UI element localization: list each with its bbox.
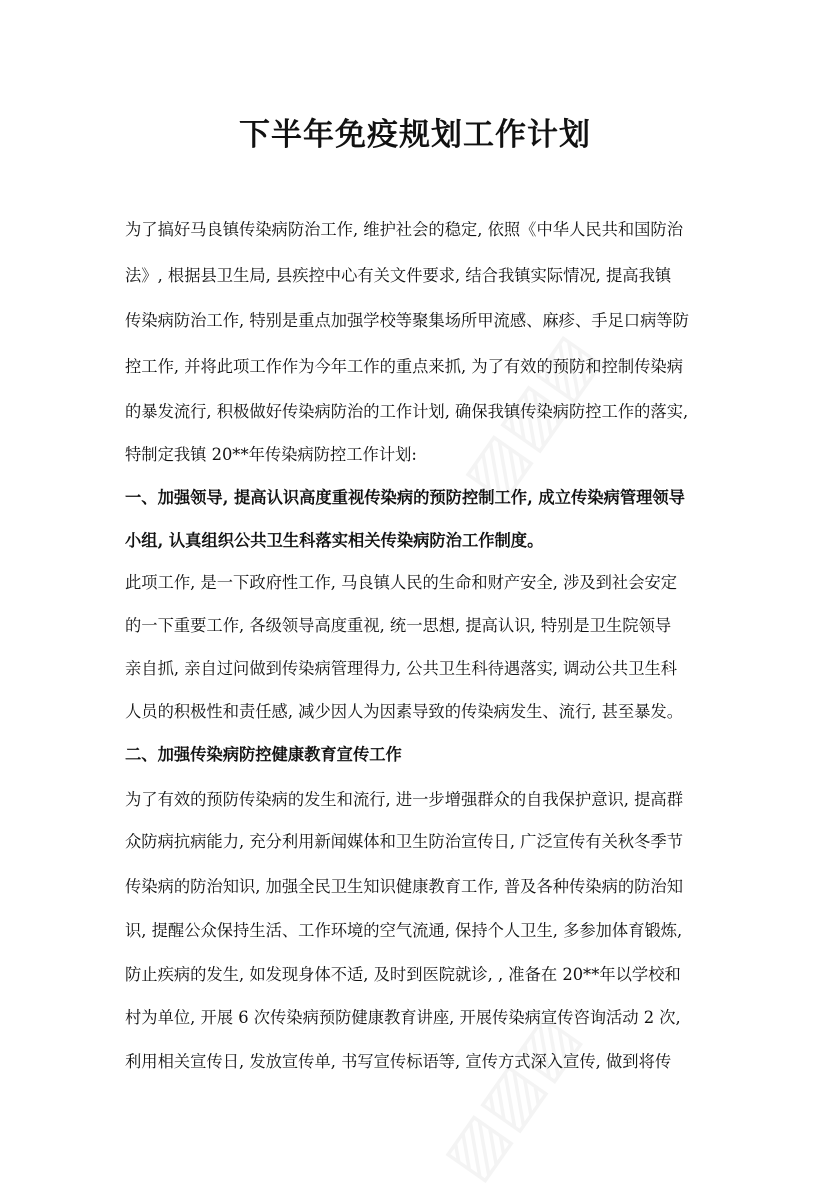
paragraph-line: 村为单位, 开展 6 次传染病预防健康教育讲座, 开展传染病宣传咨询活动 2 次, [125,1008,681,1027]
paragraph-line: 人员的积极性和责任感, 减少因人为因素导致的传染病发生、流行, 甚至暴发。 [125,702,683,721]
paragraph-line: 传染病的防治知识, 加强全民卫生知识健康教育工作, 普及各种传染病的防治知 [125,877,683,896]
paragraph-line: 为了搞好马良镇传染病防治工作, 维护社会的稳定, 依照《中华人民共和国防治 [125,220,683,239]
section-heading: 一、加强领导, 提高认识高度重视传染病的预防控制工作, 成立传染病管理领导 [125,488,685,507]
section-heading: 二、加强传染病防控健康教育宣传工作 [125,745,402,764]
paragraph-line: 众防病抗病能力, 充分利用新闻媒体和卫生防治宣传日, 广泛宣传有关秋冬季节 [125,832,683,851]
section-heading: 小组, 认真组织公共卫生科落实相关传染病防治工作制度。 [125,531,544,550]
paragraph-line: 法》, 根据县卫生局, 县疾控中心有关文件要求, 结合我镇实际情况, 提高我镇 [125,266,672,285]
paragraph-line: 控工作, 并将此项工作作为今年工作的重点来抓, 为了有效的预防和控制传染病 [125,357,683,376]
paragraph-line: 亲自抓, 亲自过问做到传染病管理得力, 公共卫生科待遇落实, 调动公共卫生科 [125,659,678,678]
paragraph-line: 的一下重要工作, 各级领导高度重视, 统一思想, 提高认识, 特别是卫生院领导 [125,616,672,635]
paragraph-line: 特制定我镇 20**年传染病防控工作计划: [125,445,417,464]
paragraph-line: 此项工作, 是一下政府性工作, 马良镇人民的生命和财产安全, 涉及到社会安定 [125,573,678,592]
paragraph-line: 为了有效的预防传染病的发生和流行, 进一步增强群众的自我保护意识, 提高群 [125,790,683,809]
paragraph-line: 利用相关宣传日, 发放宣传单, 书写宣传标语等, 宣传方式深入宣传, 做到将传 [125,1052,672,1071]
paragraph-line: 防止疾病的发生, 如发现身体不适, 及时到医院就诊, , 准备在 20**年以学校和 [125,965,681,984]
paragraph-line: 传染病防治工作, 特别是重点加强学校等聚集场所甲流感、麻疹、手足口病等防 [125,311,689,330]
paragraph-line: 识, 提醒公众保持生活、工作环境的空气流通, 保持个人卫生, 多参加体育锻炼, [125,921,683,940]
paragraph-line: 的暴发流行, 积极做好传染病防治的工作计划, 确保我镇传染病防控工作的落实, [125,402,689,421]
document-title: 下半年免疫规划工作计划 [239,117,591,153]
